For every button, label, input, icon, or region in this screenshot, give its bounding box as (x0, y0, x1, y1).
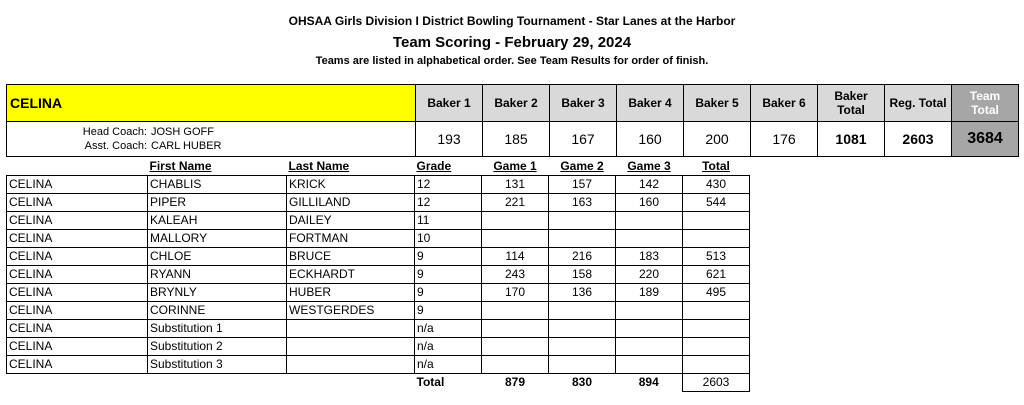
team-total-value: 3684 (952, 122, 1019, 157)
last-name-cell: DAILEY (287, 212, 415, 230)
empty-cell (7, 374, 148, 392)
roster-header-row (7, 158, 750, 176)
table-row (7, 356, 750, 374)
col-school (7, 158, 148, 176)
school-cell: CELINA (7, 248, 148, 266)
last-name-cell: KRICK (287, 176, 415, 194)
first-name-cell: Substitution 3 (148, 356, 287, 374)
game-2-cell (549, 230, 616, 248)
baker-score: 200 (684, 122, 751, 157)
table-row (7, 194, 750, 212)
first-name-cell: KALEAH (148, 212, 287, 230)
baker-total-label-1: Baker (834, 89, 868, 103)
grade-cell: 12 (415, 176, 482, 194)
baker-score: 176 (751, 122, 818, 157)
grade-cell: 9 (415, 302, 482, 320)
baker-header: Baker 5 (684, 85, 751, 122)
grade-cell: 12 (415, 194, 482, 212)
school-cell: CELINA (7, 230, 148, 248)
grade-cell: n/a (415, 356, 482, 374)
table-row (7, 338, 750, 356)
game-2-cell: 158 (549, 266, 616, 284)
baker-header: Baker 6 (751, 85, 818, 122)
school-cell: CELINA (7, 284, 148, 302)
game-1-cell (482, 230, 549, 248)
reg-total-header: Reg. Total (885, 85, 952, 122)
game-3-cell (616, 338, 683, 356)
game-3-cell (616, 302, 683, 320)
baker-total-value: 1081 (818, 122, 885, 157)
last-name-cell: HUBER (287, 284, 415, 302)
baker-header: Baker 4 (617, 85, 684, 122)
school-cell: CELINA (7, 266, 148, 284)
col-game-3: Game 3 (627, 159, 671, 173)
school-cell: CELINA (7, 194, 148, 212)
grade-cell: 9 (415, 266, 482, 284)
grade-cell: 10 (415, 230, 482, 248)
first-name-cell: CHLOE (148, 248, 287, 266)
col-grade: Grade (416, 159, 452, 173)
first-name-cell: BRYNLY (148, 284, 287, 302)
col-total: Total (702, 159, 730, 173)
baker-score: 185 (483, 122, 550, 157)
grand-total: 2603 (683, 374, 750, 392)
game-3-cell: 142 (616, 176, 683, 194)
total-cell: 544 (683, 194, 750, 212)
school-cell: CELINA (7, 212, 148, 230)
table-row (7, 266, 750, 284)
total-cell (683, 230, 750, 248)
grade-cell: 9 (415, 284, 482, 302)
table-row (7, 302, 750, 320)
game-3-cell (616, 356, 683, 374)
game-3-cell: 220 (616, 266, 683, 284)
game-1-cell (482, 212, 549, 230)
col-last-name: Last Name (288, 159, 350, 173)
game-3-cell (616, 320, 683, 338)
school-cell: CELINA (7, 356, 148, 374)
baker-total-header (818, 85, 885, 122)
game-3-cell (616, 212, 683, 230)
asst-coach-label: Asst. Coach: (84, 140, 147, 152)
game-3-cell (616, 230, 683, 248)
school-cell: CELINA (7, 176, 148, 194)
school-cell: CELINA (7, 338, 148, 356)
baker-header: Baker 1 (416, 85, 483, 122)
col-first-name: First Name (149, 159, 212, 173)
first-name-cell: Substitution 2 (148, 338, 287, 356)
empty-cell (287, 374, 415, 392)
report-note: Teams are listed in alphabetical order. See Team Results for order of finish. (315, 55, 709, 67)
baker-score: 160 (617, 122, 684, 157)
last-name-cell: GILLILAND (287, 194, 415, 212)
game-1-cell: 221 (482, 194, 549, 212)
total-cell (683, 356, 750, 374)
grade-cell: 11 (415, 212, 482, 230)
school-cell: CELINA (7, 302, 148, 320)
table-row (7, 176, 750, 194)
report-subtitle: Team Scoring - February 29, 2024 (392, 34, 632, 51)
team-summary-table (6, 84, 1019, 157)
game-3-cell: 160 (616, 194, 683, 212)
last-name-cell (287, 338, 415, 356)
col-game-2: Game 2 (560, 159, 604, 173)
first-name-cell: Substitution 1 (148, 320, 287, 338)
col-game-1: Game 1 (493, 159, 537, 173)
last-name-cell: ECKHARDT (287, 266, 415, 284)
last-name-cell (287, 356, 415, 374)
game-2-cell (549, 302, 616, 320)
grade-cell: n/a (415, 338, 482, 356)
head-coach-name: JOSH GOFF (151, 126, 214, 138)
coaches-cell (7, 122, 416, 157)
first-name-cell: PIPER (148, 194, 287, 212)
table-row (7, 320, 750, 338)
school-cell: CELINA (7, 320, 148, 338)
asst-coach-name: CARL HUBER (151, 140, 222, 152)
game-1-cell: 114 (482, 248, 549, 266)
table-row (7, 248, 750, 266)
game-2-total: 830 (571, 375, 593, 390)
total-cell (683, 212, 750, 230)
game-2-cell: 136 (549, 284, 616, 302)
roster-table (6, 158, 750, 392)
empty-cell (148, 374, 287, 392)
game-1-cell: 170 (482, 284, 549, 302)
baker-header: Baker 2 (483, 85, 550, 122)
baker-header: Baker 3 (550, 85, 617, 122)
table-row (7, 212, 750, 230)
last-name-cell: FORTMAN (287, 230, 415, 248)
game-1-cell (482, 302, 549, 320)
total-cell: 513 (683, 248, 750, 266)
team-name: CELINA (7, 85, 416, 122)
last-name-cell (287, 320, 415, 338)
game-1-total: 879 (504, 375, 526, 390)
grade-cell: 9 (415, 248, 482, 266)
game-2-cell (549, 338, 616, 356)
head-coach-label: Head Coach: (82, 126, 147, 138)
report-title: OHSAA Girls Division I District Bowling Tournament - Star Lanes at the Harbor (288, 14, 736, 28)
grade-cell: n/a (415, 320, 482, 338)
table-row (7, 284, 750, 302)
team-total-label-1: Team (969, 89, 1001, 103)
game-2-cell (549, 212, 616, 230)
game-1-cell (482, 338, 549, 356)
total-cell: 495 (683, 284, 750, 302)
total-cell (683, 338, 750, 356)
totals-label: Total (416, 375, 445, 390)
total-cell (683, 302, 750, 320)
total-cell: 430 (683, 176, 750, 194)
game-2-cell (549, 320, 616, 338)
game-2-cell (549, 356, 616, 374)
first-name-cell: CHABLIS (148, 176, 287, 194)
game-1-cell (482, 320, 549, 338)
game-1-cell: 131 (482, 176, 549, 194)
last-name-cell: WESTGERDES (287, 302, 415, 320)
table-row (7, 230, 750, 248)
game-1-cell: 243 (482, 266, 549, 284)
team-total-header (952, 85, 1019, 122)
game-3-total: 894 (638, 375, 659, 390)
game-1-cell (482, 356, 549, 374)
reg-total-value: 2603 (885, 122, 952, 157)
first-name-cell: MALLORY (148, 230, 287, 248)
totals-row (7, 374, 750, 392)
game-2-cell: 216 (549, 248, 616, 266)
first-name-cell: RYANN (148, 266, 287, 284)
first-name-cell: CORINNE (148, 302, 287, 320)
team-total-label-2: Total (971, 103, 999, 117)
baker-score: 167 (550, 122, 617, 157)
game-3-cell: 183 (616, 248, 683, 266)
baker-score: 193 (416, 122, 483, 157)
last-name-cell: BRUCE (287, 248, 415, 266)
game-2-cell: 157 (549, 176, 616, 194)
total-cell: 621 (683, 266, 750, 284)
game-3-cell: 189 (616, 284, 683, 302)
baker-total-label-2: Total (837, 103, 865, 117)
game-2-cell: 163 (549, 194, 616, 212)
total-cell (683, 320, 750, 338)
